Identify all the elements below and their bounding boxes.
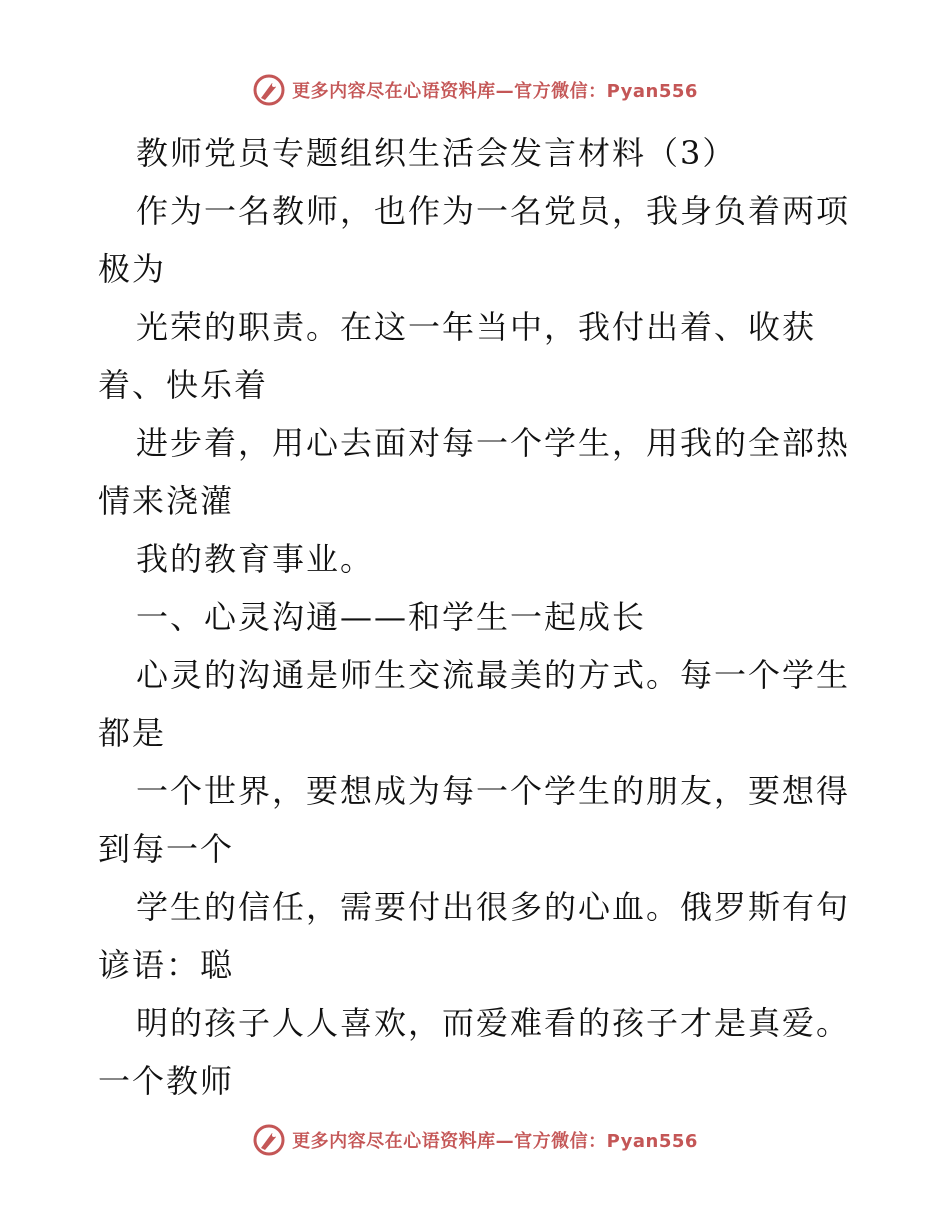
watermark-text: 更多内容尽在心语资料库—官方微信：Pyan556: [292, 1131, 698, 1152]
paragraph-line: 情来浇灌: [98, 482, 235, 520]
watermark-text: 更多内容尽在心语资料库—官方微信：Pyan556: [292, 81, 698, 102]
paragraph-line: 都是: [98, 714, 167, 752]
pen-logo-icon: [252, 73, 286, 107]
document-title: 教师党员专题组织生活会发言材料（3）: [136, 134, 737, 172]
paragraph-line: 光荣的职责。在这一年当中，我付出着、收获: [136, 308, 817, 346]
document-body: [98, 124, 858, 1110]
header-watermark: [0, 70, 950, 110]
pen-logo-icon: [252, 1123, 286, 1157]
paragraph-line: 作为一名教师，也作为一名党员，我身负着两项: [136, 192, 851, 230]
paragraph-line: 极为: [98, 250, 167, 288]
footer-watermark: [0, 1120, 950, 1160]
paragraph-line: 着、快乐着: [98, 366, 269, 404]
paragraph-line: 谚语：聪: [98, 946, 235, 984]
paragraph-line: 进步着，用心去面对每一个学生，用我的全部热: [136, 424, 851, 462]
section-heading: 一、心灵沟通——和学生一起成长: [136, 598, 647, 636]
paragraph-line: 明的孩子人人喜欢，而爱难看的孩子才是真爱。: [136, 1004, 851, 1042]
paragraph-line: 学生的信任，需要付出很多的心血。俄罗斯有句: [136, 888, 851, 926]
paragraph-line: 我的教育事业。: [136, 540, 375, 578]
paragraph-line: 到每一个: [98, 830, 235, 868]
paragraph-line: 一个教师: [98, 1062, 235, 1100]
paragraph-line: 心灵的沟通是师生交流最美的方式。每一个学生: [136, 656, 851, 694]
paragraph-line: 一个世界，要想成为每一个学生的朋友，要想得: [136, 772, 851, 810]
